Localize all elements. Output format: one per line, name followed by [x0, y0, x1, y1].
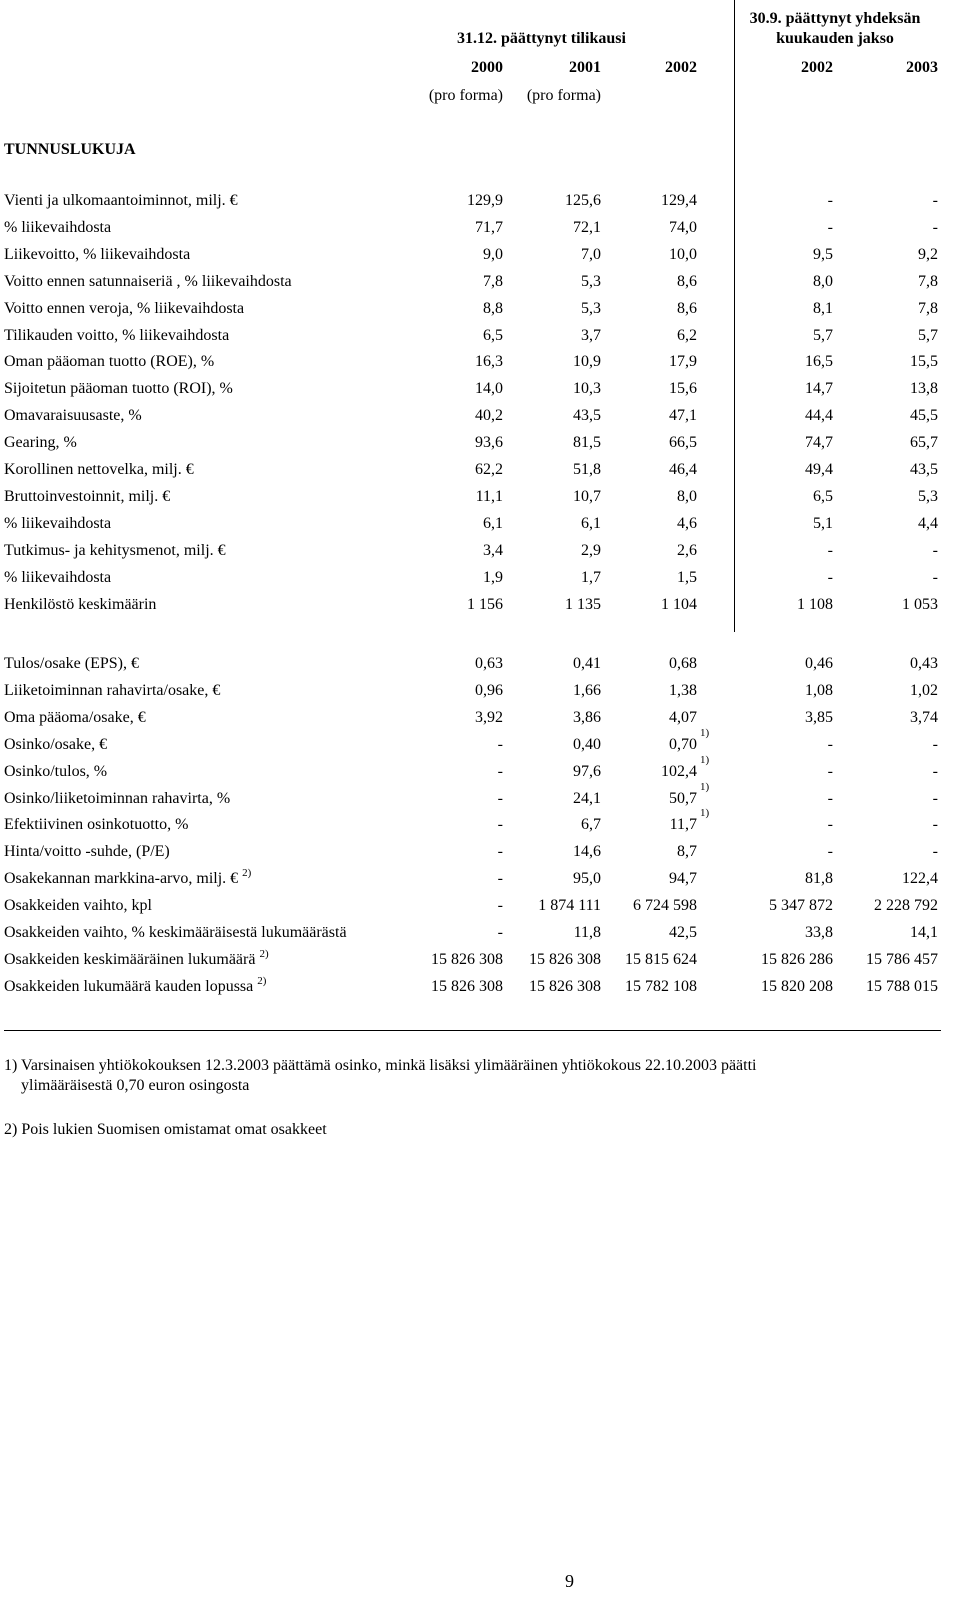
table-cell: -	[497, 843, 503, 861]
table-cell: 5,7	[813, 326, 833, 344]
table-cell: 15 820 208	[761, 977, 833, 995]
table-cell: 1,5	[677, 568, 697, 586]
table-cell: 44,4	[805, 407, 833, 425]
table-cell: 15,5	[910, 353, 938, 371]
table-cell: 8,0	[677, 487, 697, 505]
row-label: Korollinen nettovelka, milj. €	[4, 461, 194, 478]
table-row	[0, 753, 960, 789]
table-cell: 1,08	[805, 681, 833, 699]
table-cell: 50,7	[669, 789, 697, 807]
row-label: Hinta/voitto -suhde, (P/E)	[4, 843, 170, 861]
table-cell: 102,4	[661, 762, 697, 780]
table-cell: 125,6	[565, 192, 601, 209]
table-cell: -	[827, 816, 833, 834]
row-label: % liikevaihdosta	[4, 218, 112, 236]
table-cell: -	[827, 762, 833, 780]
table-cell: 9,2	[918, 245, 938, 263]
label-footnote-ref: 2)	[257, 974, 267, 987]
table-cell: 40,2	[475, 407, 503, 425]
table-cell: 1 156	[467, 595, 503, 613]
table-cell: 10,7	[573, 487, 601, 505]
row-label: Vienti ja ulkomaantoiminnot, milj. €	[4, 192, 238, 209]
row-label: Bruttoinvestoinnit, milj. €	[4, 487, 171, 505]
table-cell: 14,1	[910, 924, 938, 941]
cell-footnote-ref: 1)	[700, 780, 710, 793]
table-cell: 0,46	[805, 655, 833, 672]
table-cell: 11,1	[475, 487, 503, 505]
table-cell: 42,5	[669, 924, 697, 941]
table-cell: -	[497, 816, 503, 834]
row-label: Tutkimus- ja kehitysmenot, milj. €	[4, 541, 226, 559]
table-cell: 45,5	[910, 407, 938, 425]
table-cell: -	[932, 789, 938, 807]
row-label: Omavaraisuusaste, %	[4, 407, 142, 425]
table-cell: 24,1	[573, 789, 601, 807]
table-cell: 5,1	[813, 514, 833, 532]
table-cell: 74,7	[805, 434, 833, 452]
table-cell: 6,7	[581, 816, 601, 834]
table-cell: 71,7	[475, 218, 503, 236]
table-cell: 15 826 286	[761, 950, 833, 968]
table-cell: -	[827, 192, 833, 209]
table-cell: 17,9	[669, 353, 697, 371]
table-cell: 0,96	[475, 681, 503, 699]
table-cell: 8,6	[677, 299, 697, 317]
footnote-2: 2) Pois lukien Suomisen omistamat omat osakkeet	[4, 1121, 327, 1138]
row-label: Osakkeiden lukumäärä kauden lopussa	[4, 977, 254, 995]
table-cell: 11,8	[573, 924, 601, 941]
table-cell: 122,4	[902, 870, 938, 888]
header-group1: 31.12. päättynyt tilikausi	[457, 30, 626, 47]
table-row	[0, 924, 960, 950]
table-cell: 8,8	[483, 299, 503, 317]
table-row	[0, 353, 960, 379]
header-year-2002-9m: 2002	[801, 59, 833, 76]
table-cell: -	[497, 735, 503, 753]
table-cell: -	[827, 568, 833, 586]
table-cell: 5,3	[581, 299, 601, 317]
header-year-2001: 2001	[569, 59, 601, 76]
table-cell: 0,68	[669, 655, 697, 672]
table-cell: 47,1	[669, 407, 697, 425]
table-cell: -	[932, 541, 938, 559]
footnote-divider	[4, 1030, 941, 1031]
table-cell: 14,6	[573, 843, 601, 861]
table-row	[0, 327, 960, 353]
table-cell: 5,3	[918, 487, 938, 505]
table-cell: -	[932, 568, 938, 586]
header-year-2000: 2000	[471, 59, 503, 76]
table-row	[0, 974, 960, 1004]
label-footnote-ref: 2)	[242, 867, 252, 880]
footnote-1-line2: ylimääräisestä 0,70 euron osingosta	[21, 1077, 250, 1094]
table-cell: 94,7	[669, 870, 697, 888]
table-row	[0, 655, 960, 681]
table-cell: 6,1	[581, 514, 601, 532]
table-row	[0, 569, 960, 595]
table-cell: 3,7	[581, 326, 601, 344]
table-cell: 0,41	[573, 655, 601, 672]
table-cell: -	[932, 218, 938, 236]
table-row	[0, 947, 960, 977]
table-cell: 129,4	[661, 192, 697, 209]
table-row	[0, 273, 960, 299]
row-label: Liikevoitto, % liikevaihdosta	[4, 245, 191, 263]
row-label-wrap	[4, 974, 267, 996]
table-cell: 62,2	[475, 461, 503, 478]
section-title: TUNNUSLUKUJA	[4, 141, 136, 158]
table-cell: 1,02	[910, 681, 938, 699]
table-row	[0, 709, 960, 735]
table-cell: 10,3	[573, 380, 601, 398]
table-cell: 3,74	[910, 708, 938, 726]
row-label: Osinko/osake, €	[4, 735, 108, 753]
table-cell: -	[497, 762, 503, 780]
table-cell: 9,5	[813, 245, 833, 263]
table-row	[0, 807, 960, 842]
table-cell: 4,07	[669, 708, 697, 726]
label-footnote-ref: 2)	[259, 947, 269, 960]
header-proforma-2001: (pro forma)	[526, 87, 601, 104]
table-cell: 1 108	[797, 595, 833, 613]
row-label: Efektiivinen osinkotuotto, %	[4, 816, 189, 834]
row-label: Osakkeiden vaihto, % keskimääräisestä lukumäärästä	[4, 924, 347, 941]
table-cell: -	[827, 218, 833, 236]
table-cell: 16,5	[805, 353, 833, 371]
row-label: Liiketoiminnan rahavirta/osake, €	[4, 681, 221, 699]
table-cell: 1,7	[581, 568, 601, 586]
table-cell: 33,8	[805, 924, 833, 941]
table-cell: 5,7	[918, 326, 938, 344]
table-row	[0, 542, 960, 568]
header-group2-line2: kuukauden jakso	[776, 30, 894, 47]
table-row	[0, 407, 960, 433]
row-label: Oman pääoman tuotto (ROE), %	[4, 353, 215, 371]
table-row	[0, 867, 960, 896]
table-cell: 95,0	[573, 870, 601, 888]
table-cell: 46,4	[669, 461, 697, 478]
table-cell: 5,3	[581, 272, 601, 290]
table-cell: 15 786 457	[866, 950, 938, 968]
table-row	[0, 434, 960, 460]
table-cell: 13,8	[910, 380, 938, 398]
table-cell: 15 826 308	[529, 977, 601, 995]
table-cell: 8,1	[813, 299, 833, 317]
table-cell: 65,7	[910, 434, 938, 452]
table-cell: 7,8	[483, 272, 503, 290]
table-cell: 9,0	[483, 245, 503, 263]
table-cell: 11,7	[669, 816, 697, 834]
table-cell: 93,6	[475, 434, 503, 452]
table-cell: 66,5	[669, 434, 697, 452]
table-cell: 14,7	[805, 380, 833, 398]
row-label: Voitto ennen veroja, % liikevaihdosta	[4, 299, 245, 317]
row-label: Gearing, %	[4, 434, 77, 452]
table-row	[0, 596, 960, 622]
table-cell: 74,0	[669, 218, 697, 236]
table-cell: -	[932, 816, 938, 834]
table-cell: 15,6	[669, 380, 697, 398]
table-cell: 2 228 792	[874, 897, 938, 915]
table-cell: -	[497, 897, 503, 915]
table-cell: -	[497, 789, 503, 807]
table-cell: 6,1	[483, 514, 503, 532]
table-cell: 15 826 308	[529, 950, 601, 968]
table-cell: 10,9	[573, 353, 601, 371]
row-label: Oma pääoma/osake, €	[4, 708, 146, 726]
table-cell: 51,8	[573, 461, 601, 478]
row-label: Voitto ennen satunnaiseriä , % liikevaihdosta	[4, 272, 292, 290]
table-cell: 8,7	[677, 843, 697, 861]
table-row	[0, 780, 960, 816]
table-cell: 1,9	[483, 568, 503, 586]
table-cell: 10,0	[669, 245, 697, 263]
table-cell: -	[827, 735, 833, 753]
table-cell: 4,6	[677, 514, 697, 532]
table-cell: 0,40	[573, 735, 601, 753]
table-cell: 43,5	[573, 407, 601, 425]
table-row	[0, 300, 960, 326]
table-cell: 7,8	[918, 299, 938, 317]
table-cell: 43,5	[910, 461, 938, 478]
cell-footnote-ref: 1)	[700, 807, 710, 820]
table-cell: -	[497, 870, 503, 888]
table-cell: 72,1	[573, 218, 601, 236]
table-cell: 2,6	[677, 541, 697, 559]
table-cell: 8,6	[677, 272, 697, 290]
table-cell: 0,70	[669, 735, 697, 753]
header-proforma-2000: (pro forma)	[428, 87, 503, 104]
table-cell: 1,66	[573, 681, 601, 699]
table-cell: 15 788 015	[866, 977, 938, 995]
table-row	[0, 246, 960, 272]
row-label: Tulos/osake (EPS), €	[4, 655, 139, 672]
row-label: Osinko/liiketoiminnan rahavirta, %	[4, 789, 231, 807]
table-cell: 1 874 111	[538, 897, 601, 915]
table-cell: 6,5	[813, 487, 833, 505]
table-cell: 1 053	[902, 595, 938, 613]
table-cell: 81,8	[805, 870, 833, 888]
table-cell: 49,4	[805, 461, 833, 478]
table-row	[0, 726, 960, 762]
table-cell: 15 815 624	[625, 950, 697, 968]
table-row	[0, 488, 960, 514]
table-cell: 3,86	[573, 708, 601, 726]
table-cell: 16,3	[475, 353, 503, 371]
table-cell: 5 347 872	[769, 897, 833, 915]
table-cell: 0,43	[910, 655, 938, 672]
table-cell: -	[932, 762, 938, 780]
row-label: % liikevaihdosta	[4, 514, 112, 532]
table-cell: -	[827, 541, 833, 559]
table-cell: 15 826 308	[431, 950, 503, 968]
table-cell: 6,2	[677, 326, 697, 344]
header-year-2003-9m: 2003	[906, 59, 938, 76]
footnote-1-line1: 1) Varsinaisen yhtiökokouksen 12.3.2003 päättämä osinko, minkä lisäksi ylimääräinen yhtiökokous 22.10.2003 päätti	[4, 1057, 757, 1074]
table-cell: 15 826 308	[431, 977, 503, 995]
table-cell: 7,8	[918, 272, 938, 290]
row-label: Osinko/tulos, %	[4, 762, 108, 780]
row-label: Osakekannan markkina-arvo, milj. €	[4, 870, 239, 888]
header-group2-line1: 30.9. päättynyt yhdeksän	[749, 10, 921, 27]
page-number: 9	[565, 1571, 574, 1591]
table-cell: -	[932, 843, 938, 861]
table-cell: -	[827, 843, 833, 861]
table-cell: 4,4	[918, 514, 938, 532]
table-cell: 3,92	[475, 708, 503, 726]
table-cell: 1 104	[661, 595, 697, 613]
table-row	[0, 219, 960, 245]
cell-footnote-ref: 1)	[700, 753, 710, 766]
table-row	[0, 461, 960, 487]
table-cell: 3,85	[805, 708, 833, 726]
cell-footnote-ref: 1)	[700, 726, 710, 739]
table-row	[0, 843, 960, 869]
table-row	[0, 897, 960, 923]
table-cell: 129,9	[467, 192, 503, 209]
row-label: % liikevaihdosta	[4, 568, 112, 586]
table-cell: -	[932, 735, 938, 753]
table-cell: 81,5	[573, 434, 601, 452]
table-cell: 3,4	[483, 541, 503, 559]
table-cell: 6,5	[483, 326, 503, 344]
row-label: Osakkeiden vaihto, kpl	[4, 897, 152, 915]
table-cell: 8,0	[813, 272, 833, 290]
table-cell: 15 782 108	[625, 977, 697, 995]
table-cell: 0,63	[475, 655, 503, 672]
table-row	[0, 380, 960, 406]
row-label: Henkilöstö keskimäärin	[4, 595, 157, 613]
table-cell: 7,0	[581, 245, 601, 263]
table-cell: -	[497, 924, 503, 941]
row-label-wrap	[4, 947, 269, 969]
row-label: Sijoitetun pääoman tuotto (ROI), %	[4, 380, 233, 398]
table-cell: 14,0	[475, 380, 503, 398]
row-label-wrap	[4, 867, 252, 888]
table-row	[0, 682, 960, 708]
table-cell: 6 724 598	[633, 897, 697, 915]
table-cell: -	[932, 192, 938, 209]
table-cell: 97,6	[573, 762, 601, 780]
row-label: Tilikauden voitto, % liikevaihdosta	[4, 326, 230, 344]
header-year-2002: 2002	[665, 59, 697, 76]
table-row	[0, 515, 960, 541]
table-row	[0, 192, 960, 218]
row-label: Osakkeiden keskimääräinen lukumäärä	[4, 950, 256, 968]
table-cell: 2,9	[581, 541, 601, 559]
table-cell: -	[827, 789, 833, 807]
table-cell: 1 135	[565, 595, 601, 613]
table-cell: 1,38	[669, 681, 697, 699]
